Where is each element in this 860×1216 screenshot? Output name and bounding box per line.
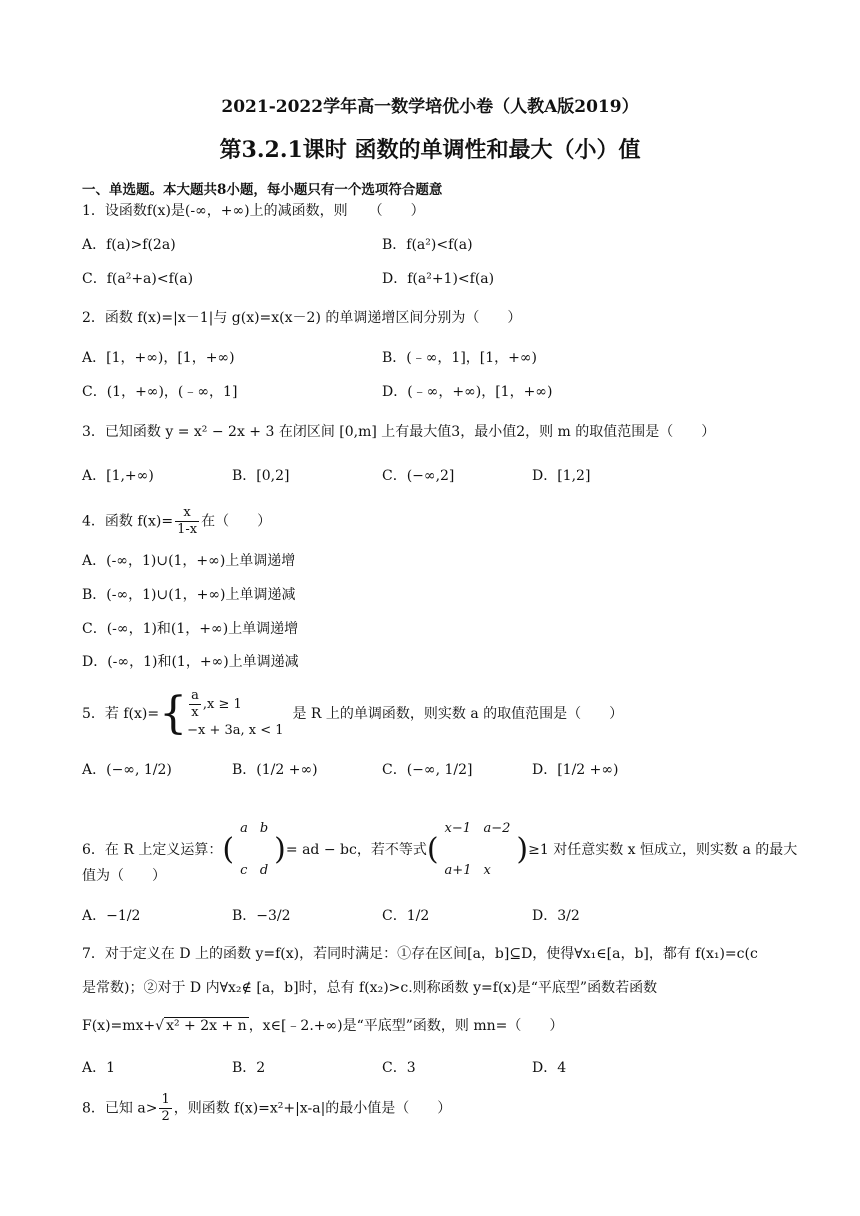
- question-4-stem-post: 在（ ）: [201, 513, 272, 530]
- fraction-denominator: 2: [161, 1109, 170, 1124]
- question-6-stem: [82, 808, 797, 892]
- question-4-stem: [82, 505, 271, 538]
- question-1-option-b: B．f(a²)<f(a): [382, 237, 473, 253]
- question-5-stem-pre: 5．若 f(x)=: [82, 706, 160, 722]
- question-1-stem: 1．设函数f(x)是(-∞，+∞)上的减函数，则 （ ）: [82, 203, 425, 219]
- question-4-option-a: A．(-∞，1)∪(1，+∞)上单调递增: [82, 553, 296, 569]
- question-1-option-c: C．f(a²+a)<f(a): [82, 271, 194, 287]
- question-4-option-c: C．(-∞，1)和(1，+∞)上单调递增: [82, 621, 299, 637]
- piecewise-brace: {: [159, 688, 188, 739]
- piecewise-definition: [187, 688, 283, 740]
- question-3-option-a: A．[1,+∞): [82, 468, 154, 484]
- question-6-option-c: C．1/2: [382, 908, 430, 924]
- question-7-option-b: B．2: [232, 1060, 266, 1076]
- question-6-stem-line2: 值为（ ）: [82, 868, 166, 884]
- question-8-stem: [82, 1092, 451, 1125]
- matrix-cell: x−1: [444, 821, 472, 836]
- question-6-option-a: A．−1/2: [82, 908, 141, 924]
- question-7-line-1: 7．对于定义在 D 上的函数 y=f(x)，若同时满足：①存在区间[a，b]⊆D，使得∀x₁∈[a，b]，都有 f(x₁)=c(c: [82, 946, 758, 962]
- question-5-option-a: A．(−∞, 1/2): [82, 762, 172, 778]
- fraction-numerator: a: [191, 688, 199, 703]
- paren-right: ): [274, 832, 286, 867]
- lesson-title: 第3.2.1课时 函数的单调性和最大（小）值: [219, 137, 641, 163]
- question-7-line-3-pre: F(x)=mx+: [82, 1018, 156, 1034]
- question-3-option-c: C．(−∞,2]: [382, 468, 455, 484]
- piece-1: [187, 688, 242, 720]
- question-2-option-a: A．[1，+∞)，[1，+∞): [82, 350, 235, 366]
- section-heading: 一、单选题。本大题共8小题，每小题只有一个选项符合题意: [82, 182, 443, 198]
- question-6-stem-pre: 6．在 R 上定义运算：: [82, 842, 223, 858]
- matrix-cell: c: [240, 863, 248, 878]
- question-2-option-d: D．(﹣∞，+∞)，[1，+∞): [382, 384, 553, 400]
- matrix-cell: a: [240, 821, 248, 836]
- question-7-option-a: A．1: [82, 1060, 116, 1076]
- matrix-cell: a+1: [444, 863, 472, 878]
- sqrt-icon: √: [155, 1018, 165, 1034]
- matrix-cell: b: [259, 821, 269, 836]
- question-8-fraction: [159, 1092, 171, 1125]
- matrix-cell: x: [483, 863, 491, 878]
- piece-2: −x + 3a, x < 1: [187, 723, 284, 738]
- piece-1-fraction: [189, 688, 201, 721]
- question-5-stem: [82, 688, 623, 740]
- question-7-option-d: D．4: [532, 1060, 567, 1076]
- question-8-stem-pre: 8．已知 a>: [82, 1100, 158, 1117]
- paren-left: (: [426, 832, 439, 867]
- piece-1-condition: ,x ≥ 1: [202, 697, 242, 712]
- question-6-option-b: B．−3/2: [232, 908, 291, 924]
- question-1-option-a: A．f(a)>f(2a): [82, 237, 176, 253]
- question-5-option-b: B．(1/2 +∞): [232, 762, 318, 778]
- sqrt-radicand: x² + 2x + n: [166, 1018, 247, 1034]
- question-3-option-b: B．[0,2]: [232, 468, 290, 484]
- question-5-option-c: C．(−∞, 1/2]: [382, 762, 473, 778]
- question-3-option-d: D．[1,2]: [532, 468, 591, 484]
- fraction-denominator: x: [191, 705, 199, 720]
- matrix-cell: a−2: [483, 821, 511, 836]
- question-4-option-b: B．(-∞，1)∪(1，+∞)上单调递减: [82, 587, 296, 603]
- question-6-stem-post: ≥1 对任意实数 x 恒成立，则实数 a 的最大: [528, 842, 798, 858]
- question-7-line-3-post: ，x∈[﹣2.+∞)是“平底型”函数，则 mn=（ ）: [248, 1018, 564, 1034]
- question-2-option-c: C．(1，+∞)，(﹣∞，1]: [82, 384, 238, 400]
- question-8-stem-post: ，则函数 f(x)=x²+|x-a|的最小值是（ ）: [173, 1100, 452, 1117]
- question-4-stem-pre: 4．函数 f(x)=: [82, 513, 174, 530]
- question-6-option-d: D．3/2: [532, 908, 580, 924]
- question-3-stem: 3．已知函数 y = x² − 2x + 3 在闭区间 [0,m] 上有最大值3，最小值2，则 m 的取值范围是（ ）: [82, 424, 716, 440]
- question-5-option-d: D．[1/2 +∞): [532, 762, 619, 778]
- fraction-numerator: 1: [161, 1092, 170, 1107]
- question-2-option-b: B．(﹣∞，1]，[1，+∞): [382, 350, 538, 366]
- paren-left: (: [222, 832, 235, 867]
- matrix-2: [439, 808, 517, 892]
- question-6-definition: = ad − bc，若不等式: [285, 842, 427, 858]
- question-5-stem-post: 是 R 上的单调函数，则实数 a 的取值范围是（ ）: [292, 706, 624, 722]
- question-2-stem: 2．函数 f(x)=|x－1|与 g(x)=x(x－2) 的单调递增区间分别为（ ）: [82, 310, 522, 326]
- matrix-cell: d: [259, 863, 269, 878]
- question-4-fraction: [175, 505, 199, 538]
- question-4-option-d: D．(-∞，1)和(1，+∞)上单调递减: [82, 654, 299, 670]
- matrix-1: [234, 808, 274, 892]
- fraction-numerator: x: [175, 505, 199, 522]
- paper-title: 2021-2022学年高一数学培优小卷（人教A版2019）: [221, 97, 639, 117]
- question-1-option-d: D．f(a²+1)<f(a): [382, 271, 495, 287]
- question-7-option-c: C．3: [382, 1060, 416, 1076]
- paren-right: ): [516, 832, 529, 867]
- question-7-line-2: 是常数)；②对于 D 内∀x₂∉ [a，b]时，总有 f(x₂)>c.则称函数 y=f(x)是“平底型”函数若函数: [82, 980, 658, 996]
- question-7-line-3: [82, 1016, 563, 1036]
- fraction-denominator: 1-x: [177, 522, 198, 537]
